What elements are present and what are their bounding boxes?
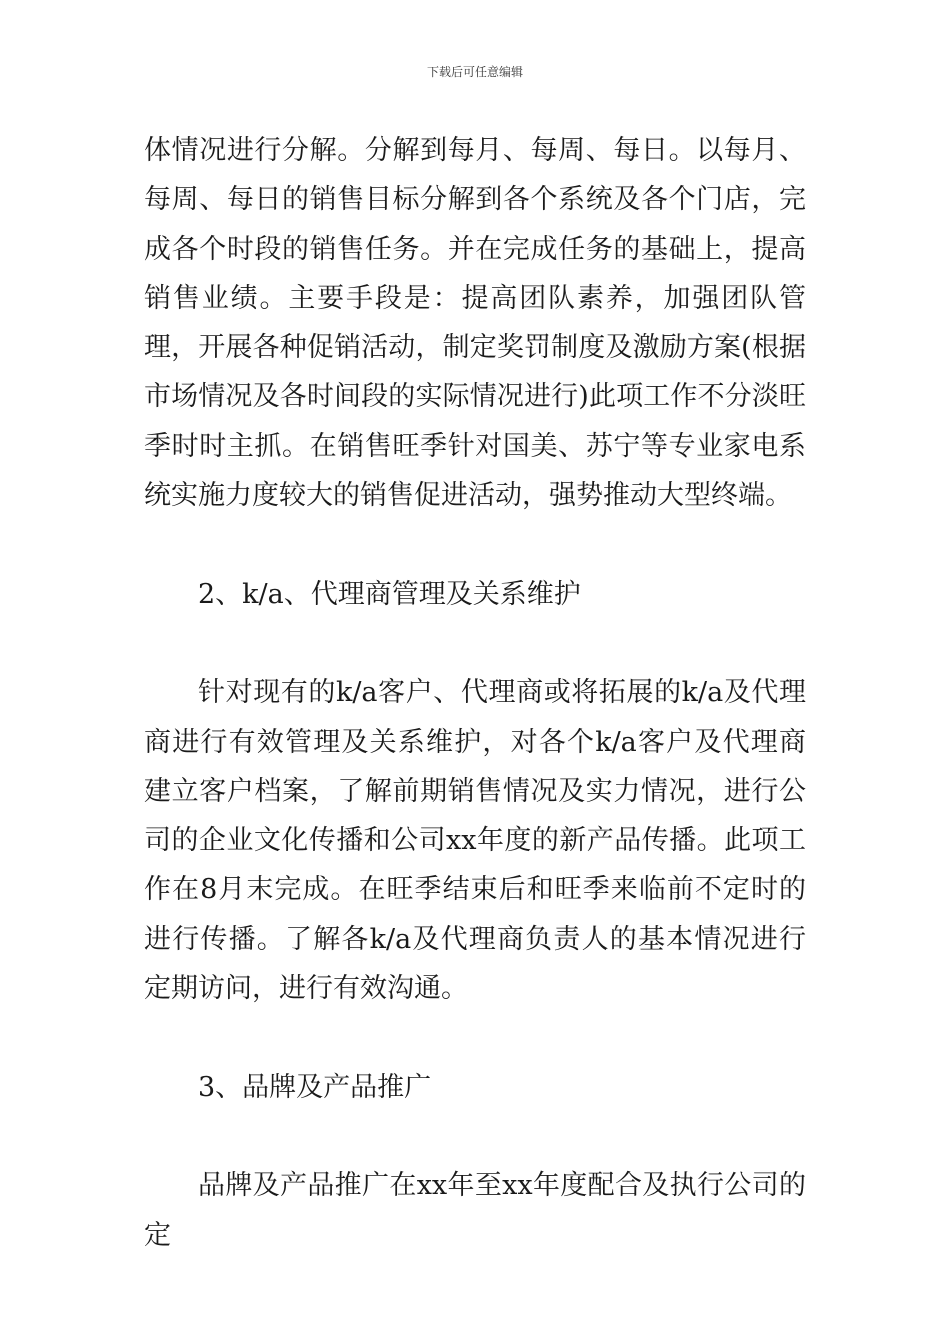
paragraph-gap (144, 1013, 806, 1062)
paragraph-gap (144, 1112, 806, 1161)
document-body (144, 126, 806, 1260)
section-heading-brand-promotion: 3、品牌及产品推广 (198, 1071, 432, 1103)
paragraph-brand-promotion: 品牌及产品推广在xx年至xx年度配合及执行公司的定 (144, 1170, 806, 1251)
paragraph-gap (144, 520, 806, 569)
paragraph-ka-agents: 针对现有的k/a客户、代理商或将拓展的k/a及代理商进行有效管理及关系维护，对各个k/a客户及代理商建立客户档案，了解前期销售情况及实力情况，进行公司的企业文化传播和公司xx年度的新产品传播。此项工作在8月末完成。在旺季结束后和旺季来临前不定时的进行传播。了解各k/a及代理商负责人的基本情况进行定期访问，进行有效沟通。 (144, 677, 806, 1005)
section-heading-ka-agents: 2、k/a、代理商管理及关系维护 (198, 578, 581, 610)
paragraph-sales-breakdown: 体情况进行分解。分解到每月、每周、每日。以每月、每周、每日的销售目标分解到各个系统及各个门店，完成各个时段的销售任务。并在完成任务的基础上，提高销售业绩。主要手段是：提高团队素养，加强团队管理，开展各种促销活动，制定奖罚制度及激励方案(根据市场情况及各时间段的实际情况进行)此项工作不分淡旺季时时主抓。在销售旺季针对国美、苏宁等专业家电系统实施力度较大的销售促进活动，强势推动大型终端。 (144, 135, 806, 512)
paragraph-gap (144, 619, 806, 668)
header-note: 下载后可任意编辑 (426, 65, 523, 79)
